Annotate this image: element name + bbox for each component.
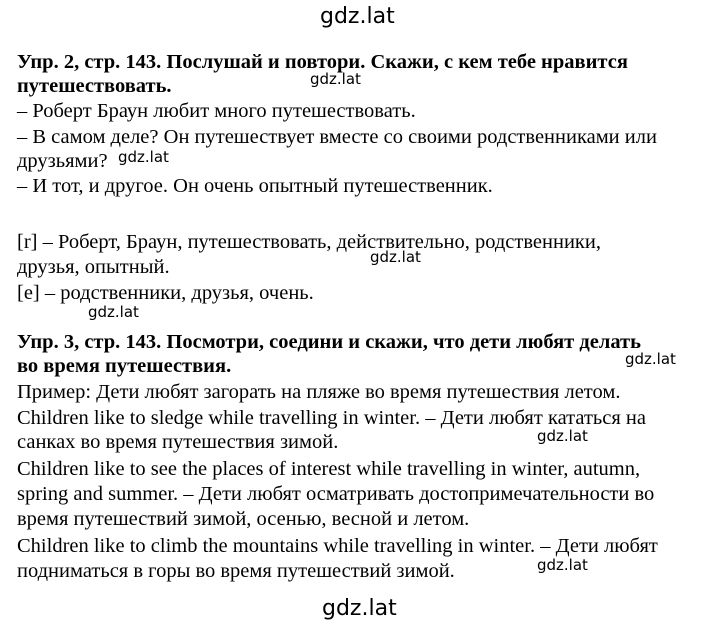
sentence-3: Children like to climb the mountains while travelling in winter. – Дети любят bbox=[17, 535, 658, 557]
sentence-1: Children like to sledge while travelling in winter. – Дети любят кататься на bbox=[17, 407, 646, 429]
watermark-bottom: gdz.lat bbox=[322, 596, 397, 621]
exercise-2-heading-cont: путешествовать. bbox=[17, 75, 172, 97]
sound-e-words: [e] – родственники, друзья, очень. bbox=[17, 282, 314, 304]
exercise-2-heading: Упр. 2, стр. 143. Послушай и повтори. Скажи, с кем тебе нравится bbox=[17, 51, 628, 73]
example-sentence: Пример: Дети любят загорать на пляже во время путешествия летом. bbox=[17, 381, 621, 403]
watermark-top: gdz.lat bbox=[320, 4, 395, 29]
watermark-6: gdz.lat bbox=[537, 427, 588, 445]
dialogue-line-2-cont: друзьями? bbox=[17, 150, 108, 172]
sentence-2: Children like to see the places of interest while travelling in winter, autumn, bbox=[17, 458, 641, 480]
sound-r-words-cont: друзья, опытный. bbox=[17, 256, 170, 278]
watermark-7: gdz.lat bbox=[537, 556, 588, 574]
exercise-3-heading-cont: во время путешествия. bbox=[17, 355, 232, 377]
watermark-3: gdz.lat bbox=[370, 248, 421, 266]
sentence-3-cont: подниматься в горы во время путешествий зимой. bbox=[17, 560, 455, 582]
sound-r-words: [r] – Роберт, Браун, путешествовать, действительно, родственники, bbox=[17, 231, 601, 253]
sentence-1-cont: санках во время путешествия зимой. bbox=[17, 431, 339, 453]
watermark-5: gdz.lat bbox=[625, 350, 676, 368]
sentence-2-cont: spring and summer. – Дети любят осматривать достопримечательности во bbox=[17, 483, 655, 505]
watermark-2: gdz.lat bbox=[118, 148, 169, 166]
sentence-2-cont-2: время путешествий зимой, осенью, весной и летом. bbox=[17, 508, 470, 530]
dialogue-line-2: – В самом деле? Он путешествует вместе со своими родственниками или bbox=[17, 126, 657, 148]
dialogue-line-1: – Роберт Браун любит много путешествовать. bbox=[17, 100, 416, 122]
watermark-1: gdz.lat bbox=[310, 70, 361, 88]
dialogue-line-3: – И тот, и другое. Он очень опытный путешественник. bbox=[17, 175, 493, 197]
exercise-3-heading: Упр. 3, стр. 143. Посмотри, соедини и скажи, что дети любят делать bbox=[17, 331, 641, 353]
watermark-4: gdz.lat bbox=[88, 303, 139, 321]
